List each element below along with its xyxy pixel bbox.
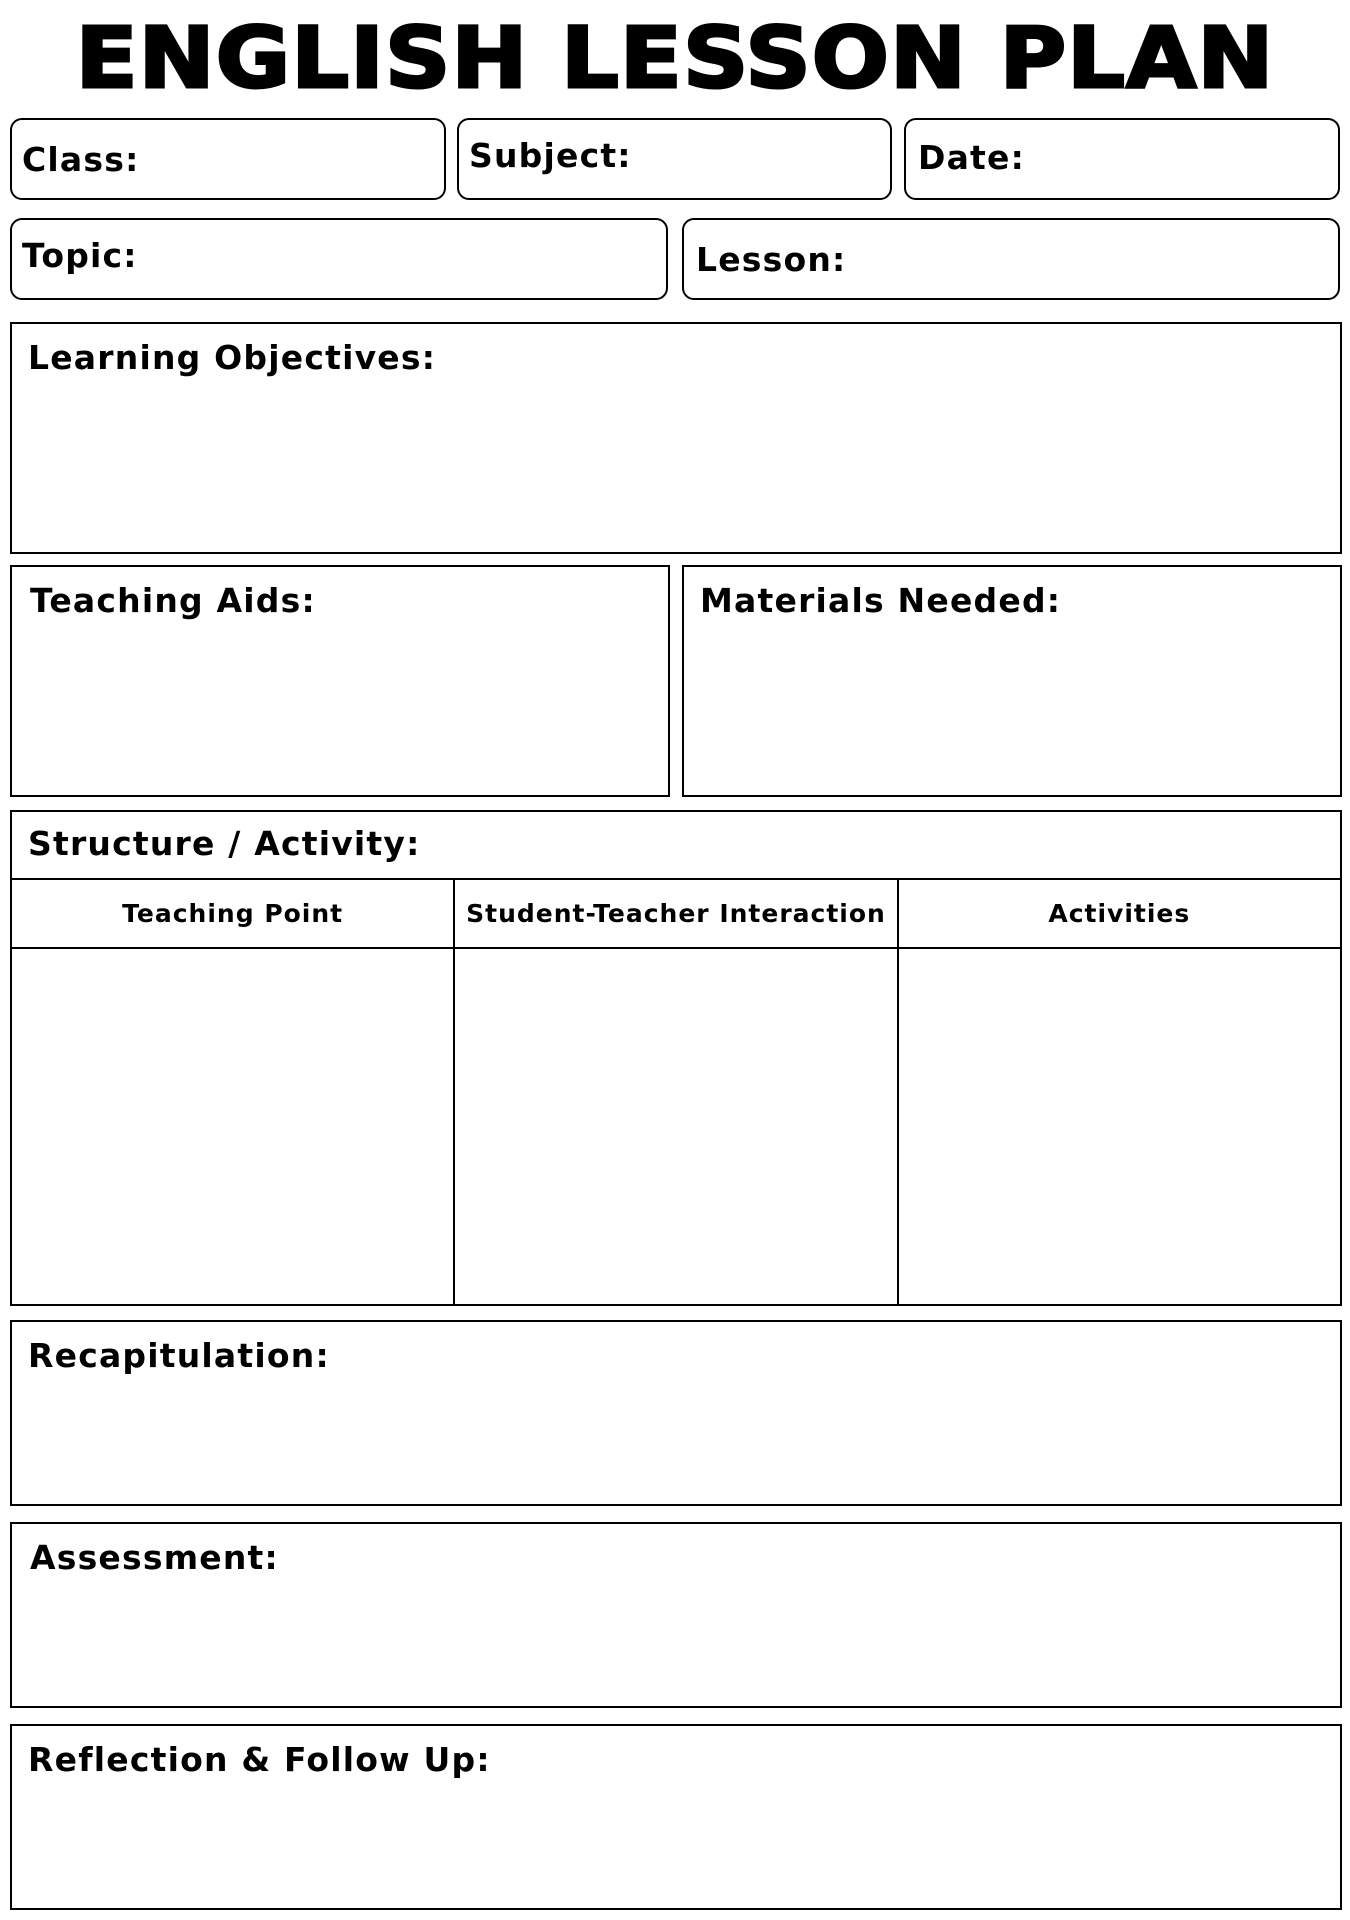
- structure-activity-header: [12, 812, 1340, 880]
- student-teacher-interaction-cell[interactable]: [455, 949, 898, 1304]
- assessment-box[interactable]: [10, 1522, 1342, 1708]
- learning-objectives-label: Learning Objectives:: [28, 338, 437, 377]
- learning-objectives-box[interactable]: [10, 322, 1342, 554]
- class-field[interactable]: [10, 118, 446, 200]
- reflection-box[interactable]: [10, 1724, 1342, 1910]
- recapitulation-box[interactable]: [10, 1320, 1342, 1506]
- reflection-label: Reflection & Follow Up:: [28, 1740, 491, 1779]
- materials-needed-box[interactable]: [682, 565, 1342, 797]
- topic-label: Topic:: [22, 236, 138, 275]
- column-header-teaching-point: [12, 880, 455, 947]
- materials-needed-label: Materials Needed:: [700, 581, 1062, 620]
- structure-activity-label: Structure / Activity:: [28, 824, 421, 863]
- lesson-field[interactable]: [682, 218, 1340, 300]
- subject-field[interactable]: [457, 118, 892, 200]
- column-header-label: Student-Teacher Interaction: [466, 899, 886, 928]
- recapitulation-label: Recapitulation:: [28, 1336, 330, 1375]
- column-header-label: Activities: [1048, 899, 1191, 928]
- lesson-label: Lesson:: [696, 240, 847, 279]
- teaching-point-cell[interactable]: [12, 949, 455, 1304]
- assessment-label: Assessment:: [30, 1538, 279, 1577]
- column-header-label: Teaching Point: [122, 899, 344, 928]
- topic-field[interactable]: [10, 218, 668, 300]
- column-header-activities: [899, 880, 1340, 947]
- structure-column-headers: [12, 880, 1340, 949]
- structure-activity-table: [10, 810, 1342, 1306]
- date-field[interactable]: [904, 118, 1340, 200]
- activities-cell[interactable]: [899, 949, 1340, 1304]
- date-label: Date:: [918, 138, 1026, 177]
- class-label: Class:: [22, 140, 140, 179]
- subject-label: Subject:: [469, 136, 632, 175]
- column-header-student-teacher-interaction: [455, 880, 898, 947]
- teaching-aids-label: Teaching Aids:: [30, 581, 316, 620]
- page-title: ENGLISH LESSON PLAN: [75, 9, 1275, 107]
- structure-column-bodies: [12, 949, 1340, 1304]
- teaching-aids-box[interactable]: [10, 565, 670, 797]
